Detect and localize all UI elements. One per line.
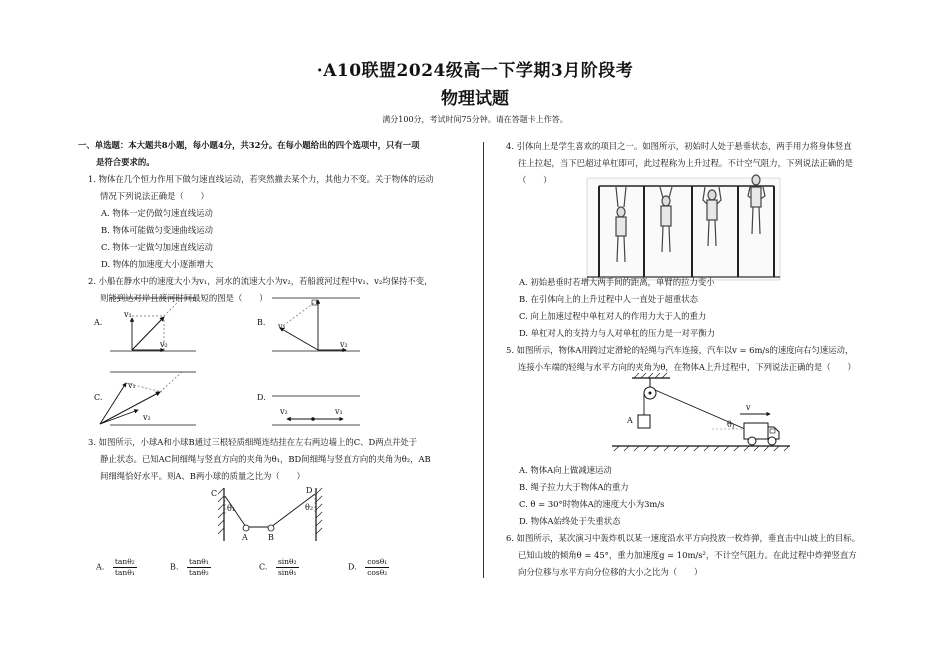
q2d-v1-label: v₁ xyxy=(335,407,343,416)
q1-option-c: C. 物体一定做匀加速直线运动 xyxy=(101,242,213,252)
q4-line3: （ ） xyxy=(518,175,552,185)
q3-line1: 3. 如图所示，小球A和小球B通过三根轻质细绳连结挂在左右两边墙上的C、D两点并处于 xyxy=(88,437,418,447)
q6-line3: 向分位移与水平方向分位移的大小之比为（ ） xyxy=(518,567,703,577)
q2-label-c: C. xyxy=(94,393,103,402)
q3-point-d: D xyxy=(306,486,313,495)
q2-label-d: D. xyxy=(257,393,266,402)
q3-theta2: θ₂ xyxy=(305,503,314,512)
q6-line2: 已知山坡的倾角θ = 45°，重力加速度g = 10m/s²，不计空气阻力。在此过程中炸弹竖直方 xyxy=(518,550,857,560)
q3-option-d: D. $\frac{\text{cosθ₁}}{\text{cosθ₂}}$ xyxy=(348,557,388,577)
q1-line1: 1. 物体在几个恒力作用下做匀速直线运动，若突然撤去某个力，其他力不变。关于物体的运动 xyxy=(88,174,434,184)
q2c-v1-label: v₁ xyxy=(128,381,136,390)
q3-line2: 静止状态。已知AC间细绳与竖直方向的夹角为θ₁，BD间细绳与竖直方向的夹角为θ₂，AB xyxy=(100,454,431,464)
q3-ball-a: A xyxy=(242,533,248,542)
q2a-v2-label: v₂ xyxy=(160,340,168,349)
q5-line2: 连接小车端的轻绳与水平方向的夹角为θ，在物体A上升过程中，下列说法正确的是（ ） xyxy=(518,362,856,372)
q3-line3: 间细绳恰好水平。则A、B两小球的质量之比为（ ） xyxy=(100,471,305,481)
q2b-v2-label: v₂ xyxy=(340,340,348,349)
q4-line1: 4. 引体向上是学生喜欢的项目之一。如图所示，初始时人处于悬垂状态，两手用力将身体竖直 xyxy=(506,141,852,151)
q3-point-c: C xyxy=(211,489,218,498)
q5-option-d: D. 物体A始终处于失重状态 xyxy=(519,516,621,526)
q2-line2: 则能到达对岸且渡河时间最短的图是（ ） xyxy=(100,293,268,303)
q3-option-a: A. $\frac{\text{tanθ₂}}{\text{tanθ₁}}$ xyxy=(96,557,135,577)
q5-theta-label: θ xyxy=(727,420,732,429)
q5-line1: 5. 如图所示，物体A用跨过定滑轮的轻绳与汽车连接，汽车以v = 6m/s的速度向右匀速运动， xyxy=(506,345,854,355)
section-heading: 一、单选题：本大题共8小题，每小题4分，共32分。在每小题给出的四个选项中，只有一项 xyxy=(78,140,420,150)
q5-option-b: B. 绳子拉力大于物体A的重力 xyxy=(519,482,629,492)
q3-option-c: C. $\frac{\text{sinθ₂}}{\text{sinθ₁}}$ xyxy=(259,557,297,577)
q6-line1: 6. 如图所示，某次演习中轰炸机以某一速度沿水平方向投放一枚炸弹，垂直击中山坡上的目标。 xyxy=(506,533,861,543)
q1-line2: 情况下列说法正确是（ ） xyxy=(100,191,209,201)
q1-option-a: A. 物体一定仍做匀速直线运动 xyxy=(101,208,213,218)
q2-label-a: A. xyxy=(94,318,103,327)
q5-velocity-label: v xyxy=(746,403,751,412)
subject-title: 物理试题 xyxy=(441,89,509,109)
q3-option-b: B. $\frac{\text{tanθ₁}}{\text{tanθ₂}}$ xyxy=(170,557,209,577)
q2-label-b: B. xyxy=(257,318,266,327)
exam-title: ·A10联盟2024级高一下学期3月阶段考 xyxy=(316,61,634,81)
q4-option-a: A. 初始悬垂时若增大两手间的距离，单臂的拉力变小 xyxy=(519,277,715,287)
q5-block-label: A xyxy=(627,416,633,425)
section-heading-cont: 是符合要求的。 xyxy=(96,157,155,167)
q2-line1: 2. 小船在静水中的速度大小为v₁，河水的流速大小为v₂，若船渡河过程中v₁、v₂均保持不变， xyxy=(88,276,433,286)
q5-option-a: A. 物体A向上做减速运动 xyxy=(519,465,612,475)
q2d-v2-label: v₂ xyxy=(280,407,288,416)
q4-option-d: D. 单杠对人的支持力与人对单杠的压力是一对平衡力 xyxy=(519,328,715,338)
q5-options xyxy=(496,462,891,581)
q4-option-b: B. 在引体向上的上升过程中人一直处于超重状态 xyxy=(519,294,698,304)
q4-line2: 往上拉起，当下巴超过单杠即可，此过程称为上升过程。不计空气阻力，下列说法正确的是 xyxy=(518,158,853,168)
q2a-v1-label: v₁ xyxy=(124,310,132,319)
q3-ball-b: B xyxy=(268,533,274,542)
q5-option-c: C. θ = 30°时物体A的速度大小为3m/s xyxy=(519,499,665,509)
exam-note: 满分100分，考试时间75分钟。请在答题卡上作答。 xyxy=(382,115,568,124)
q1-option-d: D. 物体的加速度大小逐渐增大 xyxy=(101,259,214,269)
q4-option-c: C. 向上加速过程中单杠对人的作用力大于人的重力 xyxy=(519,311,707,321)
q1-option-b: B. 物体可能做匀变速曲线运动 xyxy=(101,225,213,235)
q3-theta1: θ₁ xyxy=(227,504,236,513)
q2b-v1-label: v₁ xyxy=(278,322,286,331)
q2c-v2-label: v₂ xyxy=(143,413,151,422)
